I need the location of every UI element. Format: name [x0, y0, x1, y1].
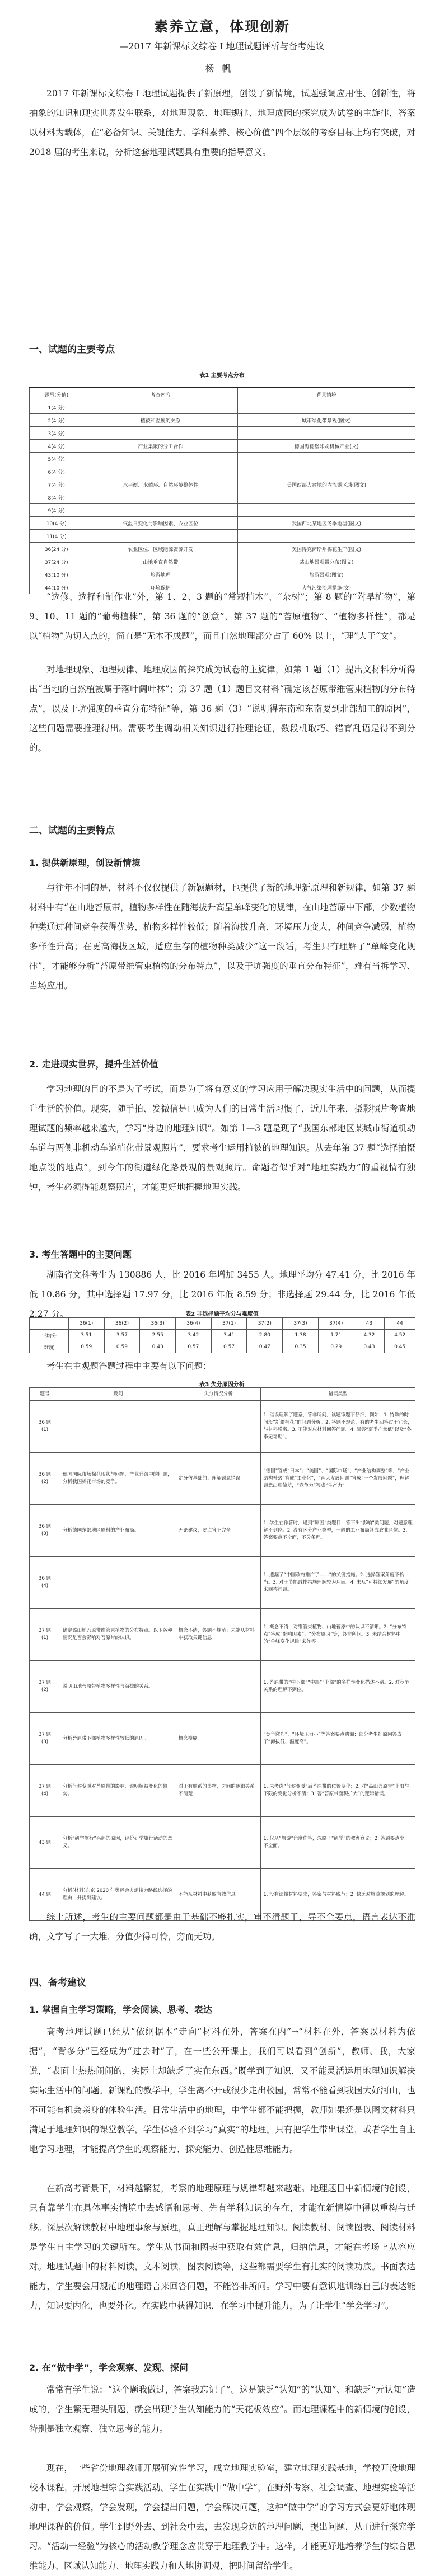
table-cell: 36(1) [68, 1318, 104, 1330]
question-ask: 确定该山地苔原带维管束植物的分布特点。以下各种情况是否会影响对苔原带的认识。 [60, 1609, 176, 1661]
section4-sub1-text1: 高考地理试题已经从“依纲据本”走向“材料在外，答案在内”→“材料在外，答案以材料为依据”，“背多分”已经成为“过去时”了，在一些公开课上，我们可以看到“创新”，教师、我，大家说，“表面上热热闹闹的，实际上却缺乏了实在东西。”既学到了知识，又不能灵活运用地理知识解决实际生活中的问题。新课程的教学中，学生离不开或很少走出校园，常常不能看到我国大好河山，也不可能有机会亲身的体验生活。日常生活中的地理，中学生都不能把握，教师如果还是以图文材料只满足于地理知识的课堂教学，学生体验不到学习“真实”的地理。只有把学生带出课堂，或者学生自主地学习地理，才能提高学生的观察能力、探究能力、创造性思维能力。 [29, 2027, 415, 2154]
table-row [30, 504, 415, 517]
table2-caption: 表2 非选择题平均分与难度值 [185, 1311, 259, 1317]
table-cell [83, 491, 238, 504]
table-row [30, 491, 415, 504]
question-number: 36 题 (2) [30, 1453, 60, 1505]
table-cell: 0.35 [283, 1341, 319, 1353]
loss-reason: 不能从材料中获取有效信息 [176, 1869, 261, 1921]
table-row [30, 1609, 415, 1661]
table-cell: 10(4 分) [30, 517, 83, 530]
table-row [30, 1453, 415, 1505]
table-cell: 植被和温度的关系 [83, 414, 238, 427]
question-ask: 分析气候变暖对苔原带的影响，说明植被变化的趋势。 [60, 1765, 176, 1817]
question-number: 36 题 (1) [30, 1401, 60, 1453]
table-header: 设问 [60, 1388, 176, 1401]
table-cell: 37(1) [211, 1318, 247, 1330]
question-ask [60, 1557, 176, 1609]
table-row [30, 414, 415, 427]
section2-sub3-text: 湖南省文科考生为 130886 人，比 2016 年增加 3455 人。地理平均分 47.41 分，比 2016 年低 10.86 分，其中选择题 17.97 分，比 2016 年低 8.59 分；非选择题 29.44 分，比 2016 年低 2.27 分。 [29, 1270, 415, 1319]
table-row [30, 453, 415, 465]
question-number: 37 题 (2) [30, 1661, 60, 1713]
table-cell: 山地垂直自然带 [83, 555, 238, 568]
loss-reason: 无论建议，要点答不完全 [176, 1505, 261, 1557]
question-ask: 德国国际市场棉花现状与问题，产业升级中的问题，分析我国棉花市场的竞争。 [60, 1453, 176, 1505]
table-cell: 0.57 [176, 1341, 212, 1353]
table-cell: 4.32 [354, 1330, 385, 1341]
question-number: 37 题 (1) [30, 1609, 60, 1661]
table-cell: 城市绿化带景观(图文) [238, 414, 415, 427]
table-row [30, 478, 415, 491]
table-row [30, 427, 415, 440]
table-cell [238, 427, 415, 440]
section4-sub1-heading: 1. 掌握自主学习策略，学会阅读、思考、表达 [29, 2004, 212, 2015]
table-header: 失分情况分析 [176, 1388, 261, 1401]
table-cell: 3(4 分) [30, 427, 83, 440]
topics-table-body [30, 401, 415, 594]
table-cell [83, 504, 238, 517]
table-row [30, 465, 415, 478]
question-ask: 分析苔原带下部植物多样性较低的原因。 [60, 1713, 176, 1765]
question-number: 43 题 [30, 1817, 60, 1869]
intro-paragraph: 2017 年新课标文综卷 Ⅰ 地理试题提供了新原理，创设了新情境，试题强调应用性、创新性，将抽象的知识和现实世界发生联系，对地理现象、地理规律、地理成因的探究成为试卷的主旋律，答案以材料为载体，在“必备知识、关键能力、学科素养、核心价值”四个层级的考察目标上均有突破，对 2018 届的考生来说，分析这套地理试题具有重要的指导意义。 [29, 88, 415, 157]
loss-reason: 定务仿基础的；理解题意错误 [176, 1453, 261, 1505]
table-cell [238, 491, 415, 504]
section2-sub3-text2: 考生在主观题答题过程中主要有以下问题： [46, 1361, 212, 1371]
table-row [30, 1765, 415, 1817]
table-row [30, 1505, 415, 1557]
table-cell: 水平衡、水循环、自然环境整体性 [83, 478, 238, 491]
table-cell: 37(24 分) [30, 555, 83, 568]
table-cell: 1.71 [318, 1330, 354, 1341]
loss-reason [176, 1661, 261, 1713]
question-number: 36 题 (4) [30, 1557, 60, 1609]
table-cell: 3.57 [104, 1330, 140, 1341]
question-ask: 分析(材料)东京 2020 年奥运会火炬接力路线选择的理由，并提出建议。 [60, 1869, 176, 1921]
table-cell: 4.52 [385, 1330, 415, 1341]
section1-heading: 一、试题的主要考点 [29, 344, 115, 355]
table-cell: 2.55 [140, 1330, 176, 1341]
table-cell: 4(4 分) [30, 440, 83, 453]
table-cell: 某山地景观带分布(图文) [238, 555, 415, 568]
table-cell [83, 453, 238, 465]
table-header: 错误类型 [261, 1388, 415, 1401]
table-cell: 36(3) [140, 1318, 176, 1330]
loss-reason: 概念模糊 [176, 1713, 261, 1765]
table-cell: 旅游地理 [83, 568, 238, 581]
table-row [30, 1401, 415, 1453]
section2-sub3-heading: 3. 考生答题中的主要问题 [29, 1249, 132, 1260]
table-cell: 37(4) [318, 1318, 354, 1330]
table-cell: 43(10 分) [30, 568, 83, 581]
error-type: 1. 仅从“旅游”角度作答，忽略了“研学”的教育意义；2. 答题要点少，不全面。 [261, 1817, 415, 1869]
table-cell: 0.47 [247, 1341, 283, 1353]
error-type: “德国”答成“日本”、“美国”、“国际市场”、“产业结构调整”等，“产业结构升级”答成“工业化”，“两大发展问题”答成“一个发展问题”，理解题意出现偏差，“竞争力”答成“生产力” [261, 1453, 415, 1505]
table-header: 题号(分值) [30, 388, 83, 401]
table-cell: 7(4 分) [30, 478, 83, 491]
table-cell: 44 [385, 1318, 415, 1330]
section4-sub2-text2: 现在，一些省份地理教师开展研究性学习，成立地理实验室，建立地理实践基地，学校开设地理校本课程，开展地理综合实践活动。学生在实践中“做中学”，在野外考察、社会调查、地理实验等活动中，学会观察，学会发现，学会提出问题，学会解决问题，这种“做中学”的学习方式会更好地体现地理课程的价值。学生到野外去、到社会中去，去发现身边的地理问题，提出问题，从而进行探究学习。“活动一经验”为核心的活动教学理念应贯穿于地理教学中。这样，才能更好地培养学生的综合思维能力、区域认知能力、地理实践力和人地协调观，把时间留给学生。 [29, 2463, 415, 2571]
table-cell [83, 401, 238, 414]
table-cell: 0.59 [68, 1341, 104, 1353]
table-row [30, 1661, 415, 1713]
article-author: 杨帆 [205, 63, 239, 74]
table-cell: 9(4 分) [30, 504, 83, 517]
table-cell: 难度 [30, 1341, 69, 1353]
scores-table [29, 1317, 415, 1353]
section1-paragraph-2: 对地理现象、地理规律、地理成因的探究成为试卷的主旋律，如第 1 题（1）提出文材料分析得出“当地的自然植被属于落叶阔叶林”；第 37 题（1）题目文材料“确定该苔原带维管束植物的分布特点”，以及于坑强度的垂直分布特征”等，第 36 题（3）“说明得东南和东南要到北部加工的原因”，这些问题需要推理得出。需要考生调动相关知识进行推理论证，数段机取巧、错育乱语是得不到分的。 [29, 665, 415, 753]
table1-caption: 表1 主要考点分布 [199, 373, 245, 379]
table-row [30, 1341, 415, 1353]
table-cell: 1.38 [283, 1330, 319, 1341]
table-cell: 43 [354, 1318, 385, 1330]
table-cell: 环境保护 [83, 581, 238, 594]
table-cell [83, 530, 238, 543]
table-header: 背景情境 [238, 388, 415, 401]
table-cell: 0.57 [211, 1341, 247, 1353]
table-cell: 11(4 分) [30, 530, 83, 543]
section4-sub1-text2: 在新高考背景下，材料越繁复，考察的地理原理与规律都越来越难。地理题目中新情境的创设，只有靠学生在具体事实情境中去感悟和思考、先有学科知识的存在，才能在新情境中得以重构与迁移。深层次解读教材中地理事象与原理，真正理解与掌握地理知识。阅读教材、阅读图表、阅读材料是学生自主学习的关键所在。学生从书面和图表中获取有效信息，归纳信息，才能在考场上从容应对。地理试题中的材料阅读，文本阅读，图表阅读等，这些都需要学生有扎实的阅读功底。书面表达能力，学生要会用规范的地理语言来回答问题，不能答非所问。学习中要有意识地训练自己的表达能力，知识要内化，也要外化。在实践中获得知识，在学习中提升能力，为了让学生“学会学习”。 [29, 2183, 415, 2311]
table-cell: 0.43 [354, 1341, 385, 1353]
loss-reason: 概念不清，答题不规范；未能从材料中获取关键信息 [176, 1609, 261, 1661]
table-row [30, 1330, 415, 1341]
table-row [30, 517, 415, 530]
table-row [30, 543, 415, 555]
section2-sub2-heading: 2. 走进现实世界，提升生活价值 [29, 1059, 158, 1070]
question-number: 44 题 [30, 1869, 60, 1921]
table-row [30, 1318, 415, 1330]
question-number: 37 题 (4) [30, 1765, 60, 1817]
table-cell: 2(4 分) [30, 414, 83, 427]
table-cell: 大气污染治理措施(文) [238, 581, 415, 594]
table-cell: 6(4 分) [30, 465, 83, 478]
table-cell: 0.45 [385, 1341, 415, 1353]
table-cell: 产业集聚的分工合作 [83, 440, 238, 453]
table-cell: 我国西北某地区冬季地温(图文) [238, 517, 415, 530]
section2-sub2-text: 学习地理的目的不是为了考试，而是为了将有意义的学习应用于解决现实生活中的问题，从而提升生活的价值。现实，随手拍、发微信是已成为人们的日常生活习惯了，近几年来，摄影照片考查地理试题的频率越来越大，学习“身边的地理知识”。如第 1—3 题是现了“我国东部地区某城市街道机动车道与两侧非机动车道植化带景观照片”，要求考生运用植被的地理知识。从去年第 37 题“选择拍摄地点设的地点”，到今年的街道绿化路景观的景观照片。命题者似乎对“地理实践力”的重视情有独钟，考生必须得能观察照片，才能更好地把握地理实践。 [29, 1084, 415, 1192]
table3-caption: 表3 失分原因分析 [199, 1382, 245, 1388]
table-cell: 37(2) [247, 1318, 283, 1330]
question-number: 37 题 (3) [30, 1713, 60, 1765]
section2-heading: 二、试题的主要特点 [29, 825, 115, 836]
table-cell: 平均分 [30, 1330, 69, 1341]
section2-summary: 综上所述，考生的主要问题都是由于基础不够扎实，审不清题干，导不全要点，语言表达不准确，文字写了一大堆，分值少得可怜，旁而无功。 [29, 1912, 415, 1942]
section2-sub1-heading: 1. 提供新原理，创设新情境 [29, 858, 141, 868]
table-cell: 0.59 [104, 1341, 140, 1353]
loss-analysis-table-body [30, 1401, 415, 1921]
table-cell [83, 427, 238, 440]
topics-table [29, 387, 415, 594]
scores-table-body [30, 1318, 415, 1353]
table-cell [238, 530, 415, 543]
table-cell: 2.80 [247, 1330, 283, 1341]
table-cell: 1(4 分) [30, 401, 83, 414]
table-cell: 0.29 [318, 1341, 354, 1353]
table-cell: 美国西部大盆地的内流湖区域(图文) [238, 478, 415, 491]
table-cell: 3.41 [211, 1330, 247, 1341]
section4-heading: 四、备考建议 [29, 1977, 86, 1989]
table-cell [238, 453, 415, 465]
error-type: 1. 学生在作答时，遇到“原因”类题目，答不出“影响”类问题，对题意理解不到位。2. 没有区分产业类型，一般的工业布局答成农业区位。3. 答案要点不全面，不分条理。 [261, 1505, 415, 1557]
table-cell: 36(4) [176, 1318, 212, 1330]
table-cell: 36(24 分) [30, 543, 83, 555]
error-type: 1. 概念不清，对维管束植物、山地苔原带的认识不清晰。2. “分布特点”答成“影响因素”、“分布原因”等，答非所问。3. 未结合材料中的“单峰变化规律”来作答。 [261, 1609, 415, 1661]
loss-reason [176, 1557, 261, 1609]
table-cell [238, 401, 415, 414]
question-ask [60, 1401, 176, 1453]
table-cell [238, 504, 415, 517]
error-type: 1. 苔原带的“中下部”“中部”“上部”的多样性变化描述不清。2. 对竞争关系的理解不到位。 [261, 1661, 415, 1713]
table-cell [83, 465, 238, 478]
section1-paragraph: “选修、选择和制作业”外，第 1、2、3 题的“常规植木”、“杂树”；第 8 题的“附旱植物”，第 9、10、11 题的“葡萄植株”，第 36 题的“创意”，第 37 题的“苔原植物”、“植物多样性”，都是以“植物”为切入点的，简直是“无木不成题”，而且自然地理部分占了 60% 以上，“理”大于“文”。 [29, 592, 415, 641]
table-cell: 农业区位、区域能源资源开发 [83, 543, 238, 555]
table-cell: 旅游景观(图文) [238, 568, 415, 581]
error-type: “竞争激烈”、“环境压力小”等答案要点遗漏；部分考生把原因答成了“海拔低、温度高”。 [261, 1713, 415, 1765]
table-row [30, 530, 415, 543]
loss-reason [176, 1817, 261, 1869]
loss-reason [176, 1401, 261, 1453]
question-ask: 分析“研学旅行”兴起的原因，评价研学旅行活动的意义。 [60, 1817, 176, 1869]
table-row [30, 1817, 415, 1869]
table-cell: 美国得克萨斯州棉花生产(图文) [238, 543, 415, 555]
table-cell [30, 1318, 69, 1330]
table-cell: 3.51 [68, 1330, 104, 1341]
table-row [30, 568, 415, 581]
table-cell: 0.43 [140, 1341, 176, 1353]
loss-reason: 对于有联系的事物，之间的逻辑关系不清楚 [176, 1765, 261, 1817]
table-cell: 8(4 分) [30, 491, 83, 504]
error-type: 1. 没有读懂材料要求，答案与材料脱节；2. 缺乏对旅游规划的理解。 [261, 1869, 415, 1921]
error-type: 1. 未考虑“气候变暖”后苔原带的位置变化；2. 对“高山苔原带”上限与下限的变化分析不清；3. 答“苔原带面积扩大”的逻辑错误。 [261, 1765, 415, 1817]
question-ask: 分析德国东部地区原料的产业布局。 [60, 1505, 176, 1557]
table-cell: 气温日变化与影响因素、农业区位 [83, 517, 238, 530]
table-row [30, 1713, 415, 1765]
table-cell: 5(4 分) [30, 453, 83, 465]
section2-sub1-text: 与往年不同的是，材料不仅仅提供了新颖题材，也提供了新的地理新原理和新规律，如第 37 题材料中有“在山地苔原带，植物多样性在随海拔升高呈单峰变化的规律，在山地苔原中下部，少数植物种类通过种间竞争获得优势，植物多样性较低；随着海拔升高，环境压力变大，种间竞争减弱，植物多样性升高；在更高海拔区域，适应生存的植物种类减少”这一段话，考生只有理解了“单峰变化规律”，才能够分析“苔原带维管束植物的分布特点”，以及于坑强度的垂直分布特征”，难有当拆学习、当场应用。 [29, 883, 415, 991]
article-title: 素养立意，体现创新 [153, 18, 290, 35]
table-header: 考查内容 [83, 388, 238, 401]
section4-sub2-text1: 常常有学生说：“这个题我做过，答案我忘记了”。这是缺乏“认知”的“认知”、和缺乏“元认知”造成的，学生繁无理头刷题，就会出现学生认知能力的“天花板效应”。而地理课程中的新情境的创设，特别是独立观察、独立思考的能力。 [29, 2385, 415, 2434]
article-subtitle: —2017 年新课标文综卷 Ⅰ 地理试题评析与备考建议 [119, 41, 325, 51]
question-number: 36 题 (3) [30, 1505, 60, 1557]
error-type: 1. 遗漏了“中国政府推广了……”的关键措施。2. 选择答案角度不恰当。3. 对于节能减排措施理解较为片面。4. 未从“可持续发展”的角度来回答问题。 [261, 1557, 415, 1609]
table-header: 题号 [30, 1388, 60, 1401]
section4-sub2-heading: 2. 在“做中学”，学会观察、发现、探问 [29, 2362, 188, 2373]
table-cell: 德国海德堡印刷机械产业(文) [238, 440, 415, 453]
table-row [30, 555, 415, 568]
table-cell: 37(3) [283, 1318, 319, 1330]
question-ask: 说明山地苔原带植物多样性与海拔的关系。 [60, 1661, 176, 1713]
error-type: 1. 错误理解了题意，答非所问，读题审题不仔细，例如：1. 特殊的时间段“新疆棉花”的问题分析。2. 答题不规范，有的考生回答过于冗长，与材料脱离。3. 不能对应材料回答问题。4. 漏答“夏季产量低”以及“冬季无霜期”。 [261, 1401, 415, 1453]
table-row [30, 401, 415, 414]
table-cell: 36(2) [104, 1318, 140, 1330]
table-cell [238, 465, 415, 478]
loss-analysis-table [29, 1387, 415, 1921]
table-row [30, 1557, 415, 1609]
table-cell: 3.42 [176, 1330, 212, 1341]
table-row [30, 440, 415, 453]
table-cell: 44(10 分) [30, 581, 83, 594]
